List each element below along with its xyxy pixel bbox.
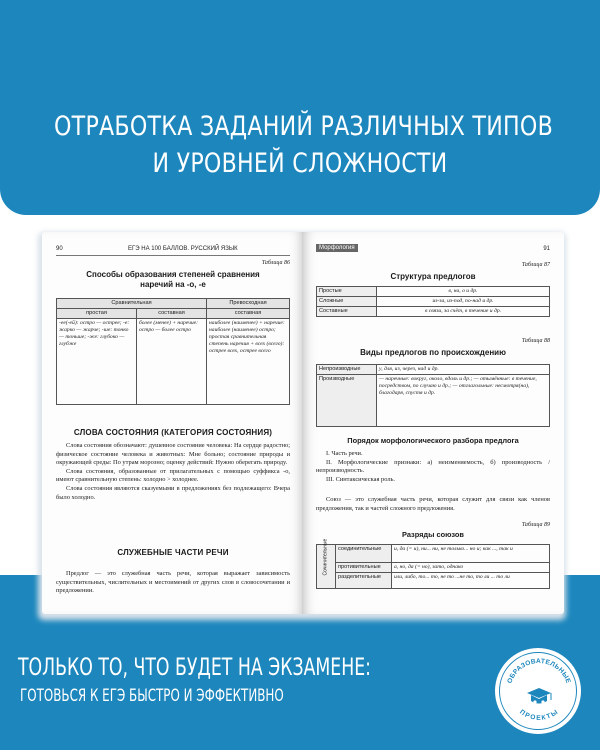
paragraph: Слова состояния обозначают: душевное состояние человека: На сердце радостно; физическое состояние человека и животных: Мне больно; состояние природы и окружающей среды: По утрам морозно; оценку действий: Нужно оберегать природу. bbox=[56, 442, 290, 467]
book-page-right bbox=[302, 232, 564, 614]
table-cell: более (менее) + наречие: остро — более остро bbox=[137, 319, 207, 405]
page-number: 90 bbox=[56, 246, 63, 252]
banner-line-1: ОТРАБОТКА ЗАДАНИЙ РАЗЛИЧНЫХ ТИПОВ bbox=[54, 111, 554, 142]
publisher-badge bbox=[495, 648, 581, 734]
group-label: Сочинительные bbox=[322, 538, 329, 576]
table-title: Структура предлогов bbox=[390, 272, 476, 281]
section-body bbox=[56, 442, 290, 502]
row-label: Составные bbox=[317, 307, 377, 317]
section-title: СЛОВА СОСТОЯНИЯ (КАТЕГОРИЯ СОСТОЯНИЯ) bbox=[73, 428, 273, 437]
list-item: I. Часть речи. bbox=[326, 450, 363, 457]
degrees-table bbox=[56, 298, 290, 405]
paragraph: Предлог — это служебная часть речи, которая выражает зависимость существительных, числительных и местоимений от других слов в словосочетании и предложении. bbox=[56, 570, 290, 595]
table-row bbox=[317, 563, 550, 573]
badge-ring bbox=[499, 652, 577, 730]
section-title: СЛУЖЕБНЫЕ ЧАСТИ РЕЧИ bbox=[117, 548, 229, 557]
running-title: Морфология bbox=[316, 244, 358, 252]
paragraph: Слова состояния являются сказуемыми в предложениях без подлежащего: Вчера было холодно. bbox=[56, 484, 290, 501]
footer-title: ТОЛЬКО ТО, ЧТО БУДЕТ НА ЭКЗАМЕНЕ: bbox=[18, 653, 371, 681]
running-header bbox=[316, 244, 550, 256]
sub-head-compound: составная bbox=[137, 309, 207, 319]
conjunction-table bbox=[316, 538, 550, 589]
badge-logo-icon bbox=[500, 653, 578, 731]
row-value: а, но, да (= но), зато, однако bbox=[392, 563, 550, 573]
row-label: противительные bbox=[336, 563, 392, 573]
badge-top-text: ОБРАЗОВАТЕЛЬНЫЕ bbox=[506, 657, 572, 685]
table-cell: наиболее (наименее) + наречие: наиболее (наименее) остро; простая сравнительная степень наречия + всех (всего): острее всех, острее всего bbox=[207, 319, 290, 405]
book-page-left bbox=[42, 232, 304, 614]
paragraph: Слова состояния, образованные от прилагательных с помощью суффикса -о, имеют сравнительную степень: холодно > холоднее. bbox=[56, 467, 290, 484]
row-label: Простые bbox=[317, 287, 377, 297]
paragraph: Союз — это служебная часть речи, которая служит для связи как членов предложения, так и частей сложного предложения. bbox=[316, 496, 550, 512]
section-body bbox=[56, 570, 290, 596]
banner-headline bbox=[54, 108, 554, 182]
section-body bbox=[316, 496, 550, 513]
sub-head-simple: простая bbox=[57, 309, 137, 319]
row-label: Непроизводные bbox=[317, 365, 377, 375]
row-value: в, на, о и др. bbox=[377, 287, 550, 297]
table-row bbox=[317, 365, 550, 375]
row-label: соединительные bbox=[336, 545, 392, 563]
running-header bbox=[56, 244, 290, 256]
list-item: III. Синтаксическая роль. bbox=[326, 475, 396, 483]
table-row bbox=[317, 297, 550, 307]
sub-head-compound-2: составная bbox=[207, 309, 290, 319]
section-title: Порядок морфологического разбора предлога bbox=[347, 436, 519, 445]
analysis-list bbox=[316, 450, 550, 484]
row-label: Сложные bbox=[317, 297, 377, 307]
row-label: разделительные bbox=[336, 573, 392, 589]
col-head-comparative: Сравнительная bbox=[57, 299, 207, 309]
table-title: Способы образования степеней сравнения наречий на -о, -е bbox=[86, 270, 260, 289]
structure-table bbox=[316, 286, 550, 317]
origin-table bbox=[316, 364, 550, 427]
row-label: Производные bbox=[317, 375, 377, 427]
row-value: и, да (= и), ни... ни, не только... но и; как ..., так и bbox=[392, 545, 550, 563]
badge-bottom-text: ПРОЕКТЫ bbox=[518, 708, 560, 722]
table-row bbox=[317, 545, 550, 563]
table-row bbox=[317, 375, 550, 427]
table-caption: Таблица 89 bbox=[521, 522, 550, 528]
svg-text:ОБРАЗОВАТЕЛЬНЫЕ bbox=[506, 658, 571, 685]
table-caption: Таблица 87 bbox=[521, 262, 550, 268]
footer-subtitle: ГОТОВЬСЯ К ЕГЭ БЫСТРО И ЭФФЕКТИВНО bbox=[20, 686, 284, 706]
table-row bbox=[317, 573, 550, 589]
group-label-cell bbox=[317, 538, 336, 589]
col-head-superlative: Превосходная bbox=[207, 299, 290, 309]
table-cell: -ее(-ей): остро — острее; -е: жарко — жарче; -ше: тонко — тоньше; -же: глубоко — глубже bbox=[57, 319, 137, 405]
table-row bbox=[317, 287, 550, 297]
table-caption: Таблица 88 bbox=[521, 338, 550, 344]
banner-line-2: И УРОВНЕЙ СЛОЖНОСТИ bbox=[152, 148, 448, 179]
row-value: у, для, из, через, над и др. bbox=[377, 365, 550, 375]
table-row bbox=[317, 307, 550, 317]
svg-text:ПРОЕКТЫ bbox=[518, 709, 559, 722]
running-title: ЕГЭ НА 100 БАЛЛОВ. РУССКИЙ ЯЗЫК bbox=[128, 246, 238, 252]
row-value: — наречные: вокруг, около, вдоль и др.; — отымённые: в течение, посредством, по случаю и др.; — отглагольные: несмотря(на), благодаря, спустя и др. bbox=[377, 375, 550, 427]
page-number: 91 bbox=[543, 246, 550, 252]
table-title: Виды предлогов по происхождению bbox=[360, 348, 506, 357]
row-value: в связи, за счёт, в течение и др. bbox=[377, 307, 550, 317]
list-item: II. Морфологические признаки: а) неизменяемость, б) производность / непроизводность. bbox=[316, 458, 550, 475]
table-title: Разряды союзов bbox=[402, 530, 464, 539]
table-caption: Таблица 86 bbox=[261, 260, 290, 266]
row-value: из-за, из-под, по-над и др. bbox=[377, 297, 550, 307]
row-value: или, либо, то... то, не то ...не то, то ли ... то ли bbox=[392, 573, 550, 589]
